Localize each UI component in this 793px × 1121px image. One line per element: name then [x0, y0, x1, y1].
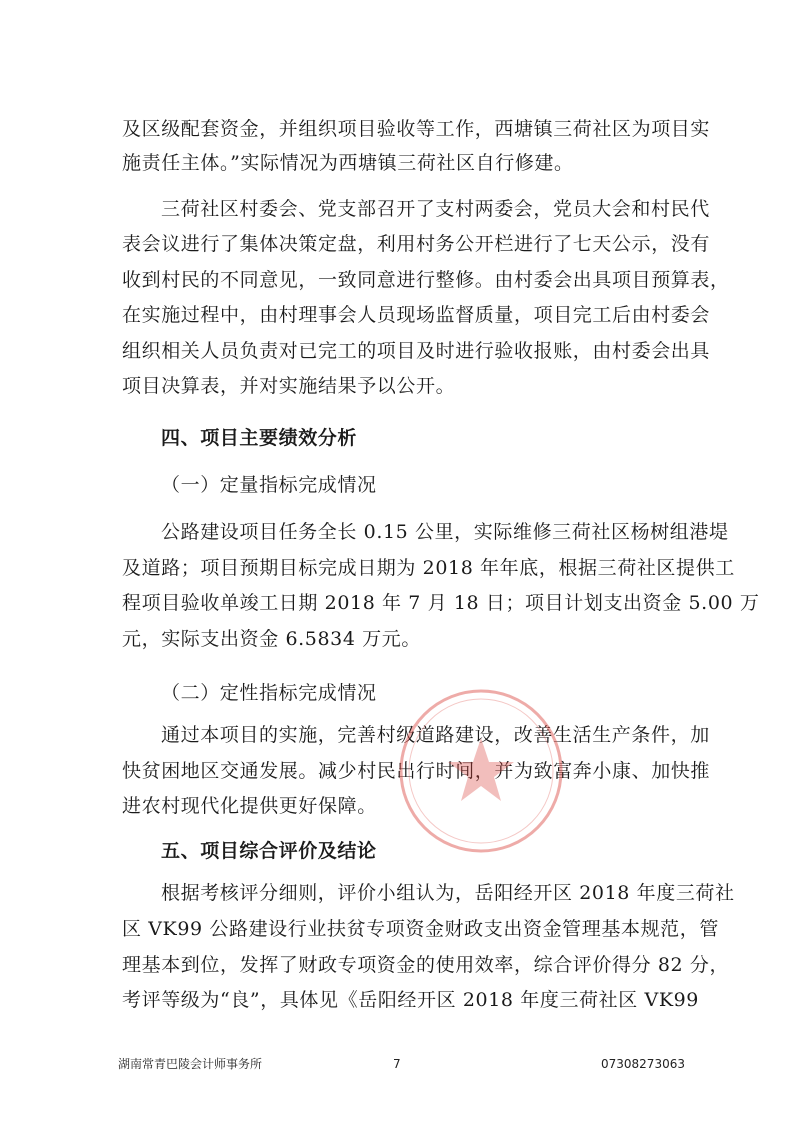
body-line: 在实施过程中，由村理事会人员现场监督质量，项目完工后由村委会 [122, 304, 711, 326]
body-line: 项目决算表，并对实施结果予以公开。 [122, 375, 456, 397]
subsection-heading: （一）定量指标完成情况 [161, 474, 377, 496]
body-line: 收到村民的不同意见，一致同意进行整修。由村委会出具项目预算表， [122, 269, 730, 291]
page-number: 7 [393, 1057, 401, 1071]
body-line: 通过本项目的实施，完善村级道路建设，改善生活生产条件，加 [161, 724, 710, 746]
section-heading: 五、项目综合评价及结论 [161, 840, 377, 862]
section-heading: 四、项目主要绩效分析 [161, 427, 358, 449]
footer-phone: 07308273063 [601, 1057, 685, 1071]
body-line: 根据考核评分细则，评价小组认为，岳阳经开区 2018 年度三荷社 [161, 882, 735, 904]
star-icon [448, 738, 514, 801]
body-line: 元，实际支出资金 6.5834 万元。 [122, 628, 421, 650]
body-line: 进农村现代化提供更好保障。 [122, 795, 377, 817]
body-line: 三荷社区村委会、党支部召开了支村两委会，党员大会和村民代 [161, 198, 710, 220]
body-line: 表会议进行了集体决策定盘，利用村务公开栏进行了七天公示，没有 [122, 233, 711, 255]
body-line: 及区级配套资金，并组织项目验收等工作，西塘镇三荷社区为项目实 [122, 118, 711, 140]
body-line: 理基本到位，发挥了财政专项资金的使用效率，综合评价得分 82 分， [122, 954, 730, 976]
body-line: 区 VK99 公路建设行业扶贫专项资金财政支出资金管理基本规范，管 [122, 918, 719, 940]
body-line: 施责任主体。”实际情况为西塘镇三荷社区自行修建。 [122, 152, 574, 174]
body-line: 组织相关人员负责对已完工的项目及时进行验收报账，由村委会出具 [122, 340, 711, 362]
body-line: 考评等级为“良”，具体见《岳阳经开区 2018 年度三荷社区 VK99 [122, 989, 699, 1011]
body-line: 程项目验收单竣工日期 2018 年 7 月 18 日；项目计划支出资金 5.00 万 [122, 592, 760, 614]
subsection-heading: （二）定性指标完成情况 [161, 682, 377, 704]
official-seal [396, 686, 566, 856]
footer-firm-name: 湖南常青巴陵会计师事务所 [118, 1057, 263, 1071]
body-line: 快贫困地区交通发展。减少村民出行时间，并为致富奔小康、加快推 [122, 760, 711, 782]
body-line: 及道路；项目预期目标完成日期为 2018 年年底，根据三荷社区提供工 [122, 557, 735, 579]
body-line: 公路建设项目任务全长 0.15 公里，实际维修三荷社区杨树组港堤 [161, 521, 729, 543]
